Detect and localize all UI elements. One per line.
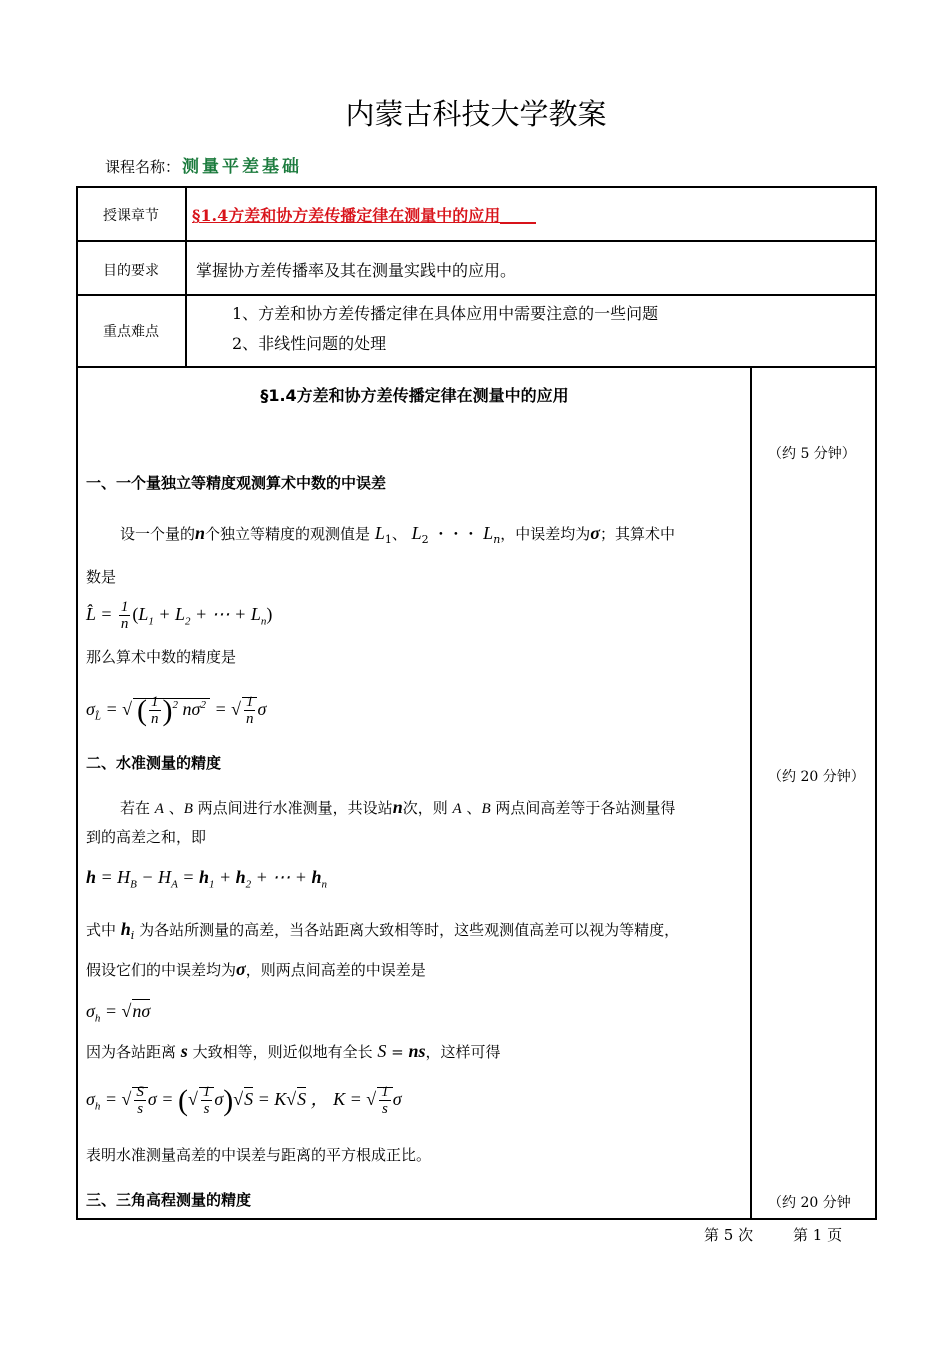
- page-title: 内蒙古科技大学教案: [345, 97, 607, 131]
- course-name: 测量平差基础: [182, 157, 303, 177]
- part1-heading: 一、一个量独立等精度观测算术中数的中误差: [86, 474, 387, 492]
- part3-heading: 三、三角高程测量的精度: [86, 1191, 252, 1209]
- arithmetic-mean-formula: L̂ = $\frac{1}{n}$ ($L_1 + L_2$ + ⋯ + $L_n$): [86, 599, 273, 633]
- table-divider: [76, 294, 877, 296]
- time-column-divider: [750, 366, 752, 1219]
- table-border-top: [76, 186, 877, 188]
- time-note: （约 20 分钟）: [768, 769, 865, 785]
- course-line: [105, 152, 302, 177]
- part2-paragraph-3: 假设它们的中误差均为σ，则两点间高差的中误差是: [86, 959, 426, 979]
- part2-paragraph-5: 表明水准测量高差的中误差与距离的平方根成正比。: [86, 1146, 432, 1164]
- table-border-right: [875, 186, 877, 1220]
- table-divider: [76, 240, 877, 242]
- purpose-label: 目的要求: [103, 263, 159, 279]
- table-border-bottom: [76, 1218, 877, 1220]
- part2-paragraph-tail: 到的高差之和，即: [86, 828, 207, 846]
- table-border-left: [76, 186, 78, 1220]
- part2-paragraph: 若在 A 、B 两点间进行水准测量，共设站n次，则 A 、B 两点间高差等于各站测量得: [120, 797, 676, 817]
- purpose-value: 掌握协方差传播率及其在测量实践中的应用。: [196, 261, 517, 280]
- part2-paragraph-4: 因为各站距离 s 大致相等，则近似地有全长 S = ns，这样可得: [86, 1041, 501, 1061]
- part1-paragraph-tail: 数是: [86, 568, 117, 586]
- section-title: §1.4方差和协方差传播定律在测量中的应用: [260, 386, 569, 405]
- part1-paragraph: 设一个量的n个独立等精度的观测值是 $L_1$、 $L_2$ ・・・ $L_n$，中误差均为σ；其算术中: [120, 523, 676, 546]
- height-diff-formula: $h = H_B - H_A = h_1 + h_2$ + ⋯ + $h_n$: [86, 867, 327, 891]
- chapter-value: §1.4方差和协方差传播定律在测量中的应用: [192, 203, 536, 226]
- label-column-divider: [185, 186, 187, 367]
- key-points-label: 重点难点: [103, 324, 159, 340]
- part2-heading: 二、水准测量的精度: [86, 754, 222, 772]
- distance-error-formula: $\sigma_h$ = √ $\frac{S}{s}$ σ = (√ $\frac{1}{s}$ σ)√S = K√S ， K = √ $\frac{1}{s}$ σ: [86, 1083, 402, 1118]
- page-number: 第 1 页: [793, 1226, 843, 1244]
- key-point-1: 1、方差和协方差传播定律在具体应用中需要注意的一些问题: [232, 304, 659, 323]
- lesson-number: 第 5 次: [704, 1226, 754, 1244]
- chapter-label: 授课章节: [103, 208, 159, 224]
- time-note: （约 5 分钟）: [768, 446, 856, 462]
- time-note: （约 20 分钟: [768, 1195, 851, 1211]
- course-label: 课程名称：: [105, 158, 181, 176]
- part1-paragraph-2: 那么算术中数的精度是: [86, 648, 237, 666]
- table-divider: [76, 366, 877, 368]
- mean-precision-formula: $\sigma_{L̂}$ = √ ( $\frac{1}{n}$ )$^2$ $n\sigma^2$ = √ $\frac{1}{n}$ σ: [86, 693, 267, 728]
- key-point-2: 2、非线性问题的处理: [232, 334, 387, 353]
- height-error-formula: $\sigma_h = √n\sigma$: [86, 1001, 151, 1025]
- part2-paragraph-2: 式中 $h_i$ 为各站所测量的高差，当各站距离大致相等时，这些观测值高差可以视为等精度，: [86, 919, 680, 942]
